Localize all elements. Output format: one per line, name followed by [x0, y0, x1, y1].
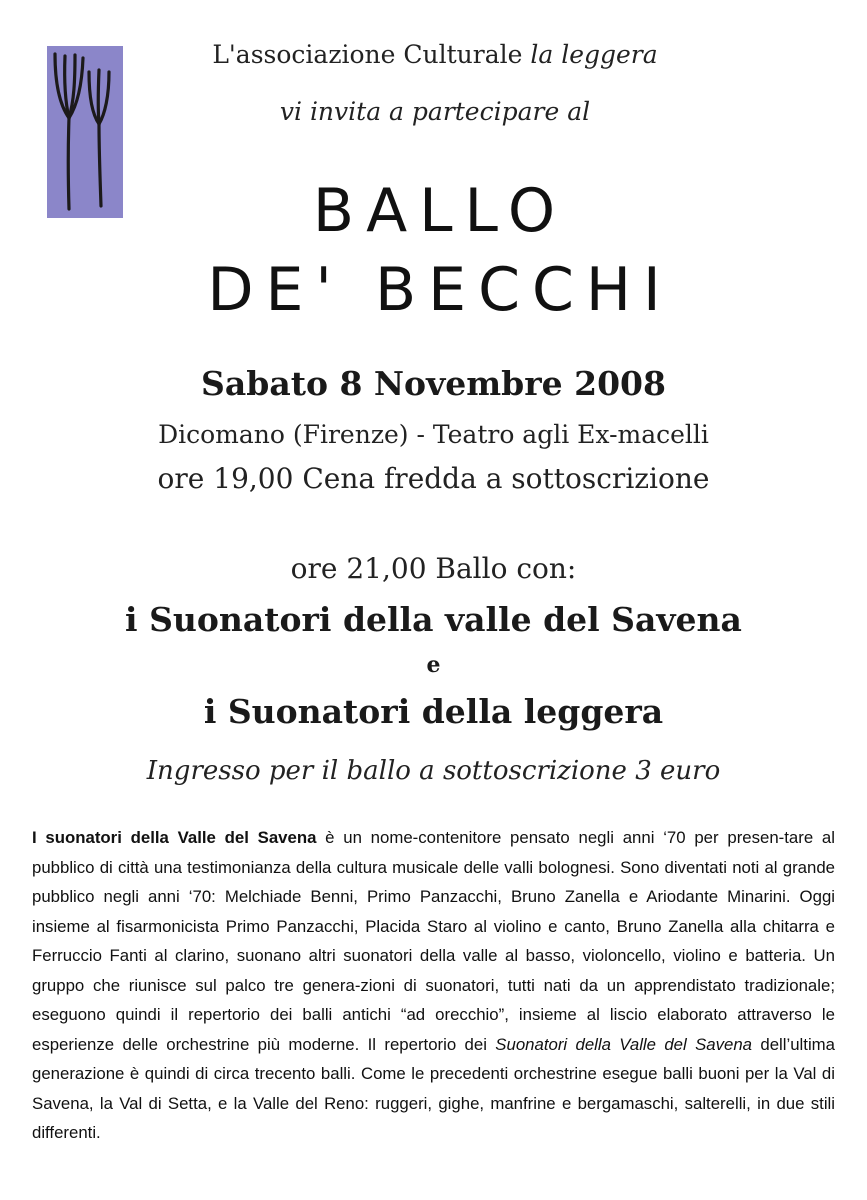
event-location: Dicomano (Firenze) - Teatro agli Ex-macelli [158, 420, 709, 449]
description-paragraph [32, 823, 835, 1148]
event-date: Sabato 8 Novembre 2008 [201, 364, 666, 403]
event-title-line1: BALLO [312, 176, 568, 246]
event-dinner: ore 19,00 Cena fredda a sottoscrizione [157, 462, 710, 495]
description-part1: è un nome-contenitore pensato negli anni ‘70 per presen-tare al pubblico di città una testimonianza della cultura musicale delle valli bolognesi. Sono diventati noti al grande pubblico negli anni ‘70: Melchiade Benni, Primo Panzacchi, Bruno Zanella e Ariodante Minarini. Oggi insieme al fisarmonicista Primo Panzacchi, Placida Staro al violino e canto, Bruno Zanella alla chitarra e Ferruccio Fanti al clarino, suonano altri suonatori della valle al basso, violoncello, violino e batteria. Un gruppo che riunisce sul palco tre genera-zioni di suonatori, tutti nati da un apprendistato tradizionale; eseguono quindi il repertorio dei balli antichi “ad orecchio”, insieme al liscio elaborato attraverso le esperienze delle orchestrine più moderne. Il repertorio dei [32, 828, 835, 1054]
event-title-line2: DE' BECCHI [207, 255, 673, 325]
description-italic-name: Suonatori della Valle del Savena [495, 1034, 753, 1054]
association-name: la leggera [530, 40, 658, 69]
band-conjunction: e [426, 652, 441, 678]
association-logo [47, 46, 123, 218]
description-part2: dell’ultima generazione è quindi di circa trecento balli. Come le precedenti orchestrine esegue balli buoni per la Val di Savena, la Val di Setta, e la Valle del Reno: ruggeri, gighe, manfrine e bergamaschi, salterelli, in due stili differenti. [32, 1034, 835, 1142]
entry-fee: Ingresso per il ballo a sottoscrizione 3 euro [146, 756, 721, 786]
band-name-1: i Suonatori della valle del Savena [125, 600, 742, 639]
forks-logo-icon [47, 46, 123, 218]
description-lead: I suonatori della Valle del Savena [32, 828, 317, 847]
intro-line [150, 40, 720, 69]
band-name-2: i Suonatori della leggera [203, 692, 664, 731]
event-dance-intro: ore 21,00 Ballo con: [290, 552, 577, 585]
invite-line: vi invita a partecipare al [279, 97, 591, 126]
intro-prefix: L'associazione Culturale [212, 40, 531, 69]
